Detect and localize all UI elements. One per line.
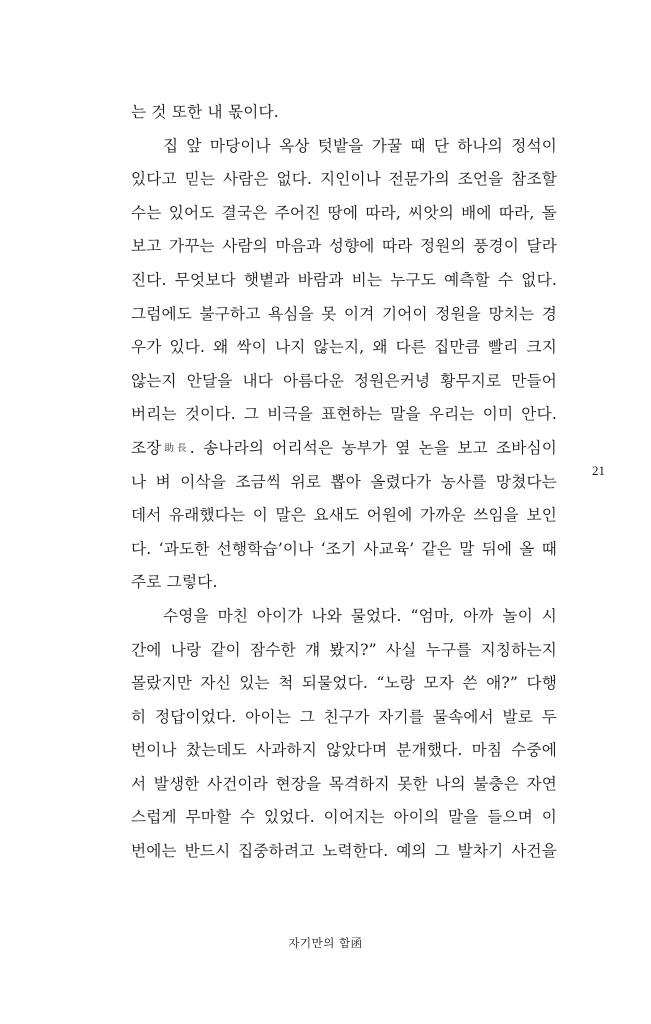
page-number: 21 <box>592 463 605 478</box>
term-hanja: 助長 <box>161 442 190 454</box>
text-line: 집 앞 마당이나 옥상 텃밭을 가꿀 때 단 하나의 정석이 <box>163 136 557 155</box>
text-line: 있다고 믿는 사람은 없다. 지인이나 전문가의 조언을 참조할 <box>131 170 557 189</box>
text-line: 않는지 안달을 내다 아름다운 정원은커녕 황무지로 만들어 <box>131 371 557 390</box>
text-line: 몰랐지만 자신 있는 척 되물었다. “노랑 모자 쓴 애?” 다행 <box>131 674 557 693</box>
text-line: 수는 있어도 결국은 주어진 땅에 따라, 씨앗의 배에 따라, 돌 <box>131 203 557 222</box>
text-line: 스럽게 무마할 수 있었다. 이어지는 아이의 말을 들으며 이 <box>131 808 557 827</box>
book-title: 자기만의 함 <box>288 936 351 950</box>
text-line: 서 발생한 사건이라 현장을 목격하지 못한 나의 불충은 자연 <box>131 774 557 793</box>
text-line: 보고 가꾸는 사람의 마음과 성향에 따라 정원의 풍경이 달라 <box>131 237 557 256</box>
text-line: 진다. 무엇보다 햇볕과 바람과 비는 누구도 예측할 수 없다. <box>131 270 557 289</box>
text-line: 번이나 찼는데도 사과하지 않았다며 분개했다. 마침 수중에 <box>131 741 557 760</box>
text-fragment: . 송나라의 어리석은 농부가 옆 논을 보고 조바심이 <box>189 438 557 457</box>
body-text <box>131 96 557 869</box>
text-line: 나 벼 이삭을 조금씩 위로 뽑아 올렸다가 농사를 망쳤다는 <box>131 472 557 491</box>
text-line: 데서 유래했다는 이 말은 요새도 어원에 가까운 쓰임을 보인 <box>131 506 557 525</box>
text-line: 수영을 마친 아이가 나와 물었다. “엄마, 아까 놀이 시 <box>163 606 557 625</box>
term-jojang: 조장 <box>131 438 162 457</box>
text-line: 우가 있다. 왜 싹이 나지 않는지, 왜 다른 집만큼 빨리 크지 <box>131 338 557 357</box>
text-line: 간에 나랑 같이 잠수한 걔 봤지?” 사실 누구를 지칭하는지 <box>131 640 557 659</box>
text-line: 그럼에도 불구하고 욕심을 못 이겨 기어이 정원을 망치는 경 <box>131 304 557 323</box>
text-line: 버리는 것이다. 그 비극을 표현하는 말을 우리는 이미 안다. <box>131 405 557 424</box>
text-line: 다. ‘과도한 선행학습’이나 ‘조기 사교육’ 같은 말 뒤에 올 때 <box>131 539 557 558</box>
text-line: 주로 그렇다. <box>131 573 218 592</box>
text-line: 히 정답이었다. 아이는 그 친구가 자기를 물속에서 발로 두 <box>131 707 557 726</box>
text-line <box>131 432 557 466</box>
book-title-hanja: 函 <box>350 936 363 950</box>
running-footer <box>0 935 651 951</box>
text-line: 는 것 또한 내 몫이다. <box>131 103 279 121</box>
text-line: 번에는 반드시 집중하려고 노력한다. 예의 그 발차기 사건을 <box>131 842 557 861</box>
